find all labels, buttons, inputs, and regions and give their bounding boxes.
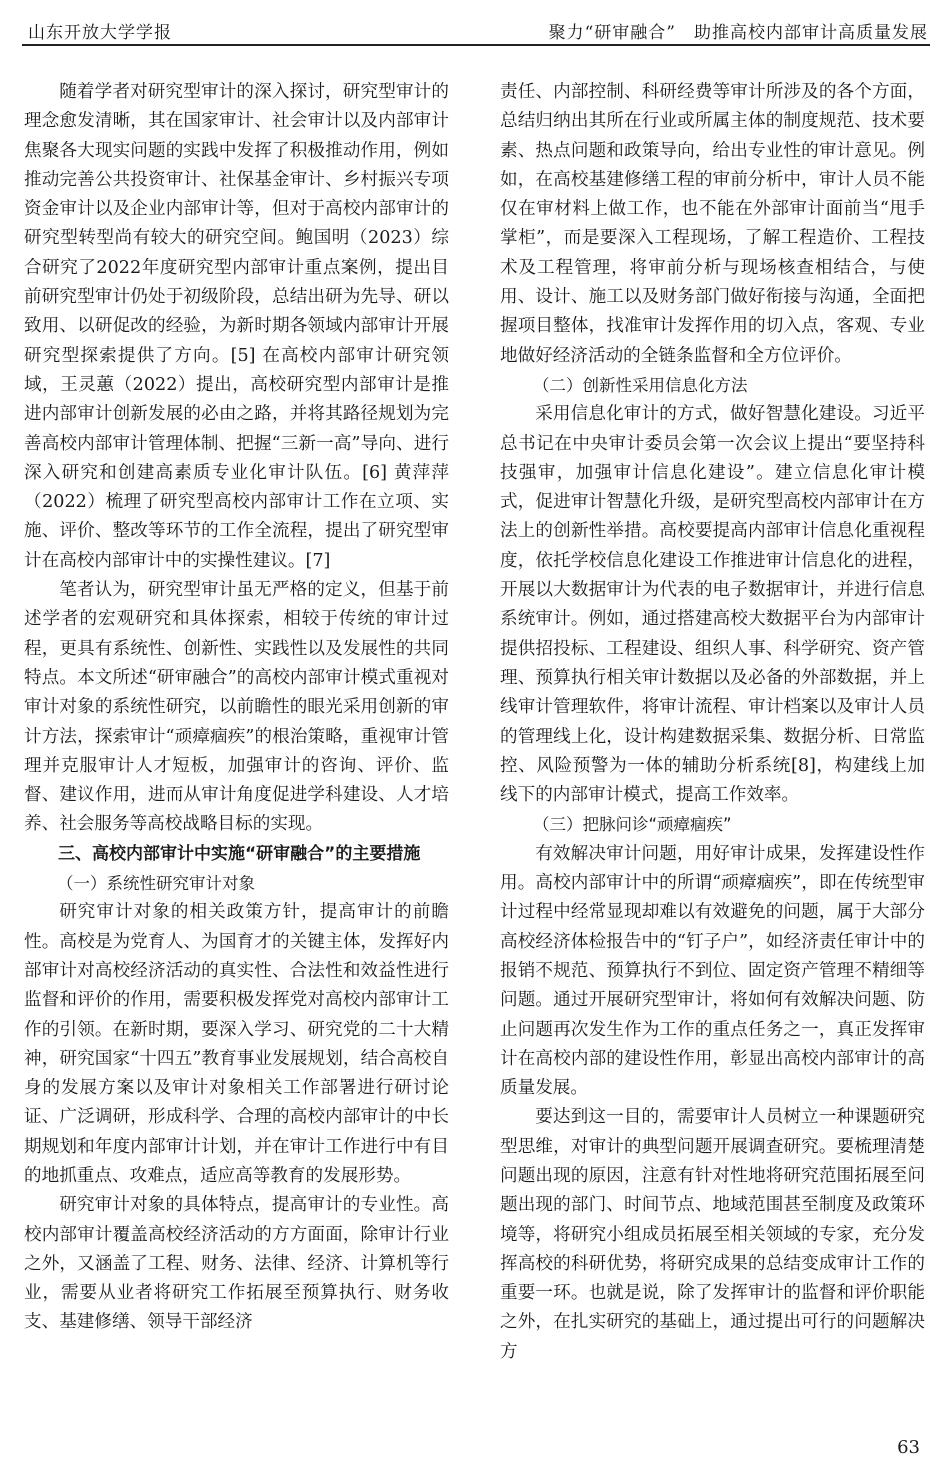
paragraph: 研究审计对象的具体特点，提高审计的专业性。高校内部审计覆盖高校经济活动的方方面面，除审计行业之外，又涵盖了工程、财务、法律、经济、计算机等行业，需要从业者将研究工作拓展至预算执行、财务收支、基建修缮、领导干部经济 [24, 1195, 449, 1333]
subsection-heading: （三）把脉问诊“顽瘴痼疾” [533, 815, 732, 835]
section-heading: 三、高校内部审计中实施“研审融合”的主要措施 [58, 843, 421, 864]
right-column [500, 78, 925, 1367]
article-running-title: 聚力“研审融合” 助推高校内部审计高质量发展 [548, 23, 928, 43]
paragraph: 要达到这一目的，需要审计人员树立一种课题研究型思维，对审计的典型问题开展调查研究。要梳理清楚问题出现的原因，注意有针对性地将研究范围拓展至问题出现的部门、时间节点、地域范围甚至制度及政策环境等，将研究小组成员拓展至相关领域的专家，充分发挥高校的科研优势，将研究成果的总结变成审计工作的重要一环。也就是说，除了发挥审计的监督和评价职能之外，在扎实研究的基础上，通过提出可行的问题解决方 [500, 1107, 925, 1362]
paragraph: 随着学者对研究型审计的深入探讨，研究型审计的理念愈发清晰，其在国家审计、社会审计以及内部审计焦聚各大现实问题的实践中发挥了积极推动作用，例如推动完善公共投资审计、社保基金审计、乡村振兴专项资金审计以及企业内部审计等，但对于高校内部审计的研究型转型尚有较大的研究空间。鲍国明（2023）综合研究了2022年度研究型内部审计重点案例，提出目前研究型审计仍处于初级阶段，总结出研为先导、研以致用、以研促改的经验，为新时期各领域内部审计开展研究型探索提供了方向。[5] 在高校内部审计研究领域，王灵蕙（2022）提出，高校研究型内部审计是推进内部审计创新发展的必由之路，并将其路径规划为完善高校内部审计管理体制、把握“三新一高”导向、进行深入研究和创建高素质专业化审计队伍。[6] 黄萍萍（2022）梳理了研究型高校内部审计工作在立项、实施、评价、整改等环节的工作全流程，提出了研究型审计在高校内部审计中的实操性建议。[7] [24, 82, 449, 571]
paragraph: 采用信息化审计的方式，做好智慧化建设。习近平总书记在中央审计委员会第一次会议上提出“要坚持科技强审，加强审计信息化建设”。建立信息化审计模式，促进审计智慧化升级，是研究型高校内部审计在方法上的创新性举措。高校要提高内部审计信息化重视程度，依托学校信息化建设工作推进审计信息化的进程，开展以大数据审计为代表的电子数据审计，并进行信息系统审计。例如，通过搭建高校大数据平台为内部审计提供招投标、工程建设、组织人事、科学研究、资产管理、预算执行相关审计数据以及必备的外部数据，并上线审计管理软件，将审计流程、审计档案以及审计人员的管理线上化，设计构建数据采集、数据分析、日常监控、风险预警为一体的辅助分析系统[8]，构建线上加线下的内部审计模式，提高工作效率。 [500, 404, 925, 806]
paragraph: 责任、内部控制、科研经费等审计所涉及的各个方面，总结归纳出其所在行业或所属主体的制度规范、技术要素、热点问题和政策导向，给出专业性的审计意见。例如，在高校基建修缮工程的审前分析中，审计人员不能仅在审材料上做工作，也不能在外部审计面前当“甩手掌柜”，而是要深入工程现场，了解工程造价、工程技术及工程管理，将审前分析与现场核查相结合，与使用、设计、施工以及财务部门做好衔接与沟通，全面把握项目整体，找准审计发挥作用的切入点，客观、专业地做好经济活动的全链条监督和全方位评价。 [500, 82, 925, 366]
header-rule [22, 44, 930, 46]
paragraph: 笔者认为，研究型审计虽无严格的定义，但基于前述学者的宏观研究和具体探索，相较于传统的审计过程，更具有系统性、创新性、实践性以及发展性的共同特点。本文所述“研审融合”的高校内部审计模式重视对审计对象的系统性研究，以前瞻性的眼光采用创新的审计方法，探索审计“顽瘴痼疾”的根治策略，重视审计管理并克服审计人才短板，加强审计的咨询、评价、监督、建议作用，进而从审计角度促进学科建设、人才培养、社会服务等高校战略目标的实现。 [24, 580, 449, 835]
subsection-heading: （一）系统性研究审计对象 [57, 874, 255, 894]
paragraph: 研究审计对象的相关政策方针，提高审计的前瞻性。高校是为党育人、为国育才的关键主体，发挥好内部审计对高校经济活动的真实性、合法性和效益性进行监督和评价的作用，需要积极发挥党对高校内部审计工作的引领。在新时期，要深入学习、研究党的二十大精神，研究国家“十四五”教育事业发展规划，结合高校自身的发展方案以及审计对象相关工作部署进行研讨论证、广泛调研，形成科学、合理的高校内部审计的中长期规划和年度内部审计计划，并在审计工作进行中有目的地抓重点、攻难点，适应高等教育的发展形势。 [24, 902, 449, 1186]
page-number: 63 [897, 1437, 920, 1458]
paragraph: 有效解决审计问题，用好审计成果，发挥建设性作用。高校内部审计中的所谓“顽瘴痼疾”，即在传统型审计过程中经常显现却难以有效避免的问题，属于大部分高校经济体检报告中的“钉子户”，如经济责任审计中的报销不规范、预算执行不到位、固定资产管理不精细等问题。通过开展研究型审计，将如何有效解决问题、防止问题再次发生作为工作的重点任务之一，真正发挥审计在高校内部的建设性作用，彰显出高校内部审计的高质量发展。 [500, 843, 925, 1099]
journal-name: 山东开放大学学报 [28, 23, 172, 43]
running-header [28, 12, 928, 42]
subsection-heading: （二）创新性采用信息化方法 [533, 375, 748, 395]
left-column [24, 78, 449, 1338]
